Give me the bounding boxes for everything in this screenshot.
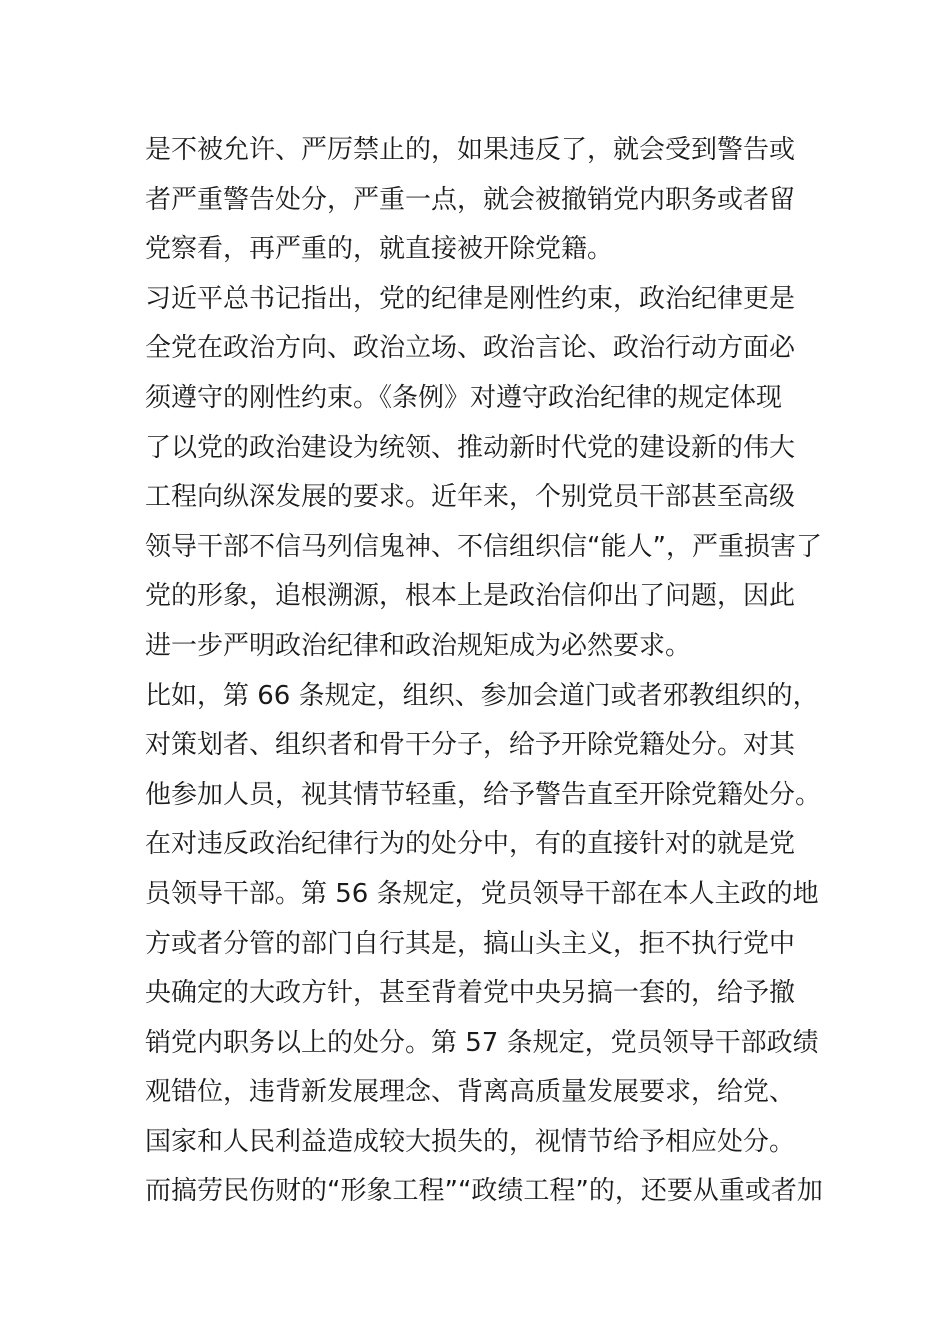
text-line: 在对违反政治纪律行为的处分中，有的直接针对的就是党 <box>145 829 796 860</box>
text-line: 国家和人民利益造成较大损失的，视情节给予相应处分。 <box>145 1126 796 1157</box>
text-line: 观错位，违背新发展理念、背离高质量发展要求，给党、 <box>145 1077 796 1108</box>
text-line: 对策划者、组织者和骨干分子，给予开除党籍处分。对其 <box>145 730 796 761</box>
body-text <box>145 126 825 1217</box>
text-line: 央确定的大政方针，甚至背着党中央另搞一套的，给予撤 <box>145 978 796 1009</box>
text-line: 他参加人员，视其情节轻重，给予警告直至开除党籍处分。 <box>145 779 822 810</box>
text-line: 工程向纵深发展的要求。近年来，个别党员干部甚至高级 <box>145 482 796 513</box>
text-line: 了以党的政治建设为统领、推动新时代党的建设新的伟大 <box>145 432 796 463</box>
text-line: 方或者分管的部门自行其是，搞山头主义，拒不执行党中 <box>145 928 796 959</box>
text-line: 党察看，再严重的，就直接被开除党籍。 <box>145 234 614 265</box>
text-line: 全党在政治方向、政治立场、政治言论、政治行动方面必 <box>145 333 796 364</box>
text-line: 者严重警告处分，严重一点，就会被撤销党内职务或者留 <box>145 184 796 215</box>
text-line: 进一步严明政治纪律和政治规矩成为必然要求。 <box>145 630 692 661</box>
text-line: 是不被允许、严厉禁止的，如果违反了，就会受到警告或 <box>145 135 796 165</box>
text-line: 员领导干部。第 56 条规定，党员领导干部在本人主政的地 <box>145 878 819 909</box>
text-line: 比如，第 66 条规定，组织、参加会道门或者邪教组织的， <box>145 680 819 711</box>
text-line: 党的形象，追根溯源，根本上是政治信仰出了问题，因此 <box>145 581 796 612</box>
text-line: 须遵守的刚性约束。《条例》对遵守政治纪律的规定体现 <box>145 382 783 413</box>
text-line: 领导干部不信马列信鬼神、不信组织信“能人”，严重损害了 <box>145 531 822 562</box>
text-line: 习近平总书记指出，党的纪律是刚性约束，政治纪律更是 <box>145 283 796 314</box>
text-line: 而搞劳民伤财的“形象工程”“政绩工程”的，还要从重或者加 <box>145 1176 823 1207</box>
text-line: 销党内职务以上的处分。第 57 条规定，党员领导干部政绩 <box>145 1027 819 1058</box>
